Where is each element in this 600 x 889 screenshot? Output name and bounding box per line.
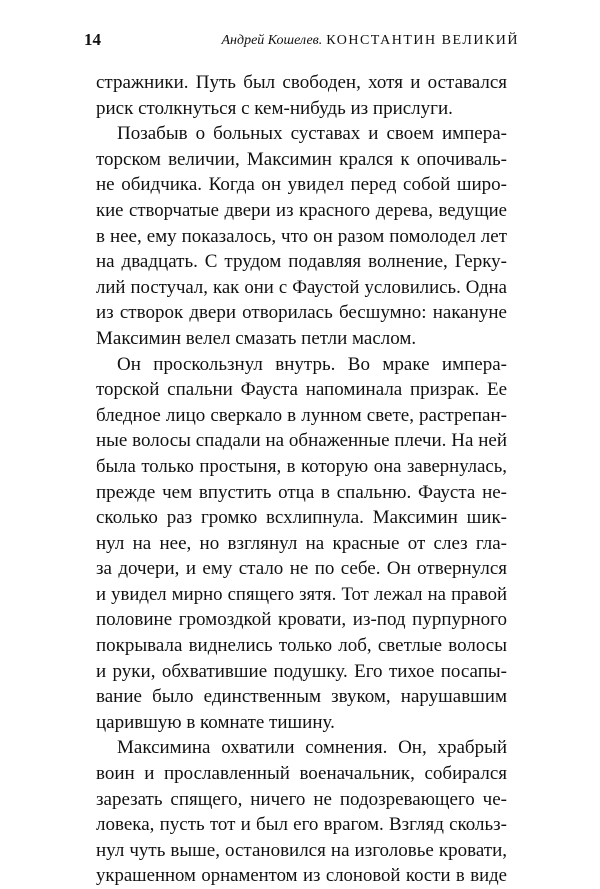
page-number: 14	[84, 30, 101, 49]
text-line: нул на нее, но взглянул на красные от слез гла-	[96, 532, 507, 554]
running-head	[222, 28, 520, 53]
text-line: за дочери, и ему стало не по себе. Он отвернулся	[96, 558, 507, 580]
text-line: ловека, пусть тот и был его врагом. Взгляд скольз-	[96, 814, 507, 836]
page-header	[84, 28, 519, 56]
text-line: Максимина охватили сомнения. Он, храбрый	[117, 737, 507, 759]
text-line: зарезать спящего, ничего не подозревающего че-	[96, 788, 507, 810]
running-head-author: Андрей Кошелев.	[221, 33, 323, 48]
text-line: не обидчика. Когда он увидел перед собой широ-	[96, 174, 507, 196]
text-line: бледное лицо сверкало в лунном свете, растрепан-	[96, 404, 507, 426]
paragraph	[96, 70, 507, 121]
text-line: ные волосы спадали на обнаженные плечи. На ней	[96, 430, 507, 452]
text-line: стражники. Путь был свободен, хотя и оставался	[96, 72, 507, 93]
text-line: Позабыв о больных суставах и своем импера-	[117, 123, 507, 145]
text-line: прежде чем впустить отца в спальню. Фауста не-	[96, 481, 507, 503]
text-line: Он проскользнул внутрь. Во мраке импера-	[117, 353, 507, 375]
text-line: из створок двери отворилась бесшумно: накануне	[96, 302, 507, 324]
text-line: лий постучал, как они с Фаустой условились. Одна	[96, 276, 507, 298]
running-head-title: КОНСТАНТИН ВЕЛИКИЙ	[326, 33, 519, 48]
text-line: и руки, обхватившие подушку. Его тихое посапы-	[96, 660, 507, 682]
text-line: сколько раз громко всхлипнула. Максимин шик-	[96, 507, 507, 529]
text-line: на двадцать. С трудом подавляя волнение, Герку-	[96, 251, 507, 273]
text-line: торском величии, Максимин крался к опочиваль-	[96, 148, 507, 170]
text-line: царившую в комнате тишину.	[96, 711, 335, 733]
text-line: кие створчатые двери из красного дерева, ведущие	[96, 199, 507, 221]
text-line: половине громоздкой кровати, из-под пурпурного	[96, 609, 507, 631]
body-text	[96, 70, 507, 889]
text-line: покрывала виднелись только лоб, светлые волосы	[96, 635, 507, 657]
paragraph	[96, 735, 507, 889]
text-line: торской спальни Фауста напоминала призрак. Ее	[96, 379, 507, 401]
text-line: украшенном орнаментом из слоновой кости в виде	[96, 865, 507, 887]
text-line: в нее, ему показалось, что он разом помолодел лет	[96, 225, 507, 247]
text-line: Максимин велел смазать петли маслом.	[96, 327, 417, 349]
text-line: вание было единственным звуком, нарушавшим	[96, 686, 507, 708]
paragraph	[96, 352, 507, 736]
text-line: воин и прославленный военачальник, собирался	[96, 763, 507, 785]
text-line: была только простыня, в которую она завернулась,	[96, 455, 507, 477]
text-line: нул чуть выше, остановился на изголовье кровати,	[96, 839, 507, 861]
text-line: и увидел мирно спящего зятя. Тот лежал на правой	[96, 583, 507, 605]
paragraph	[96, 121, 507, 351]
text-line: риск столкнуться с кем-нибудь из прислуги.	[96, 97, 453, 119]
